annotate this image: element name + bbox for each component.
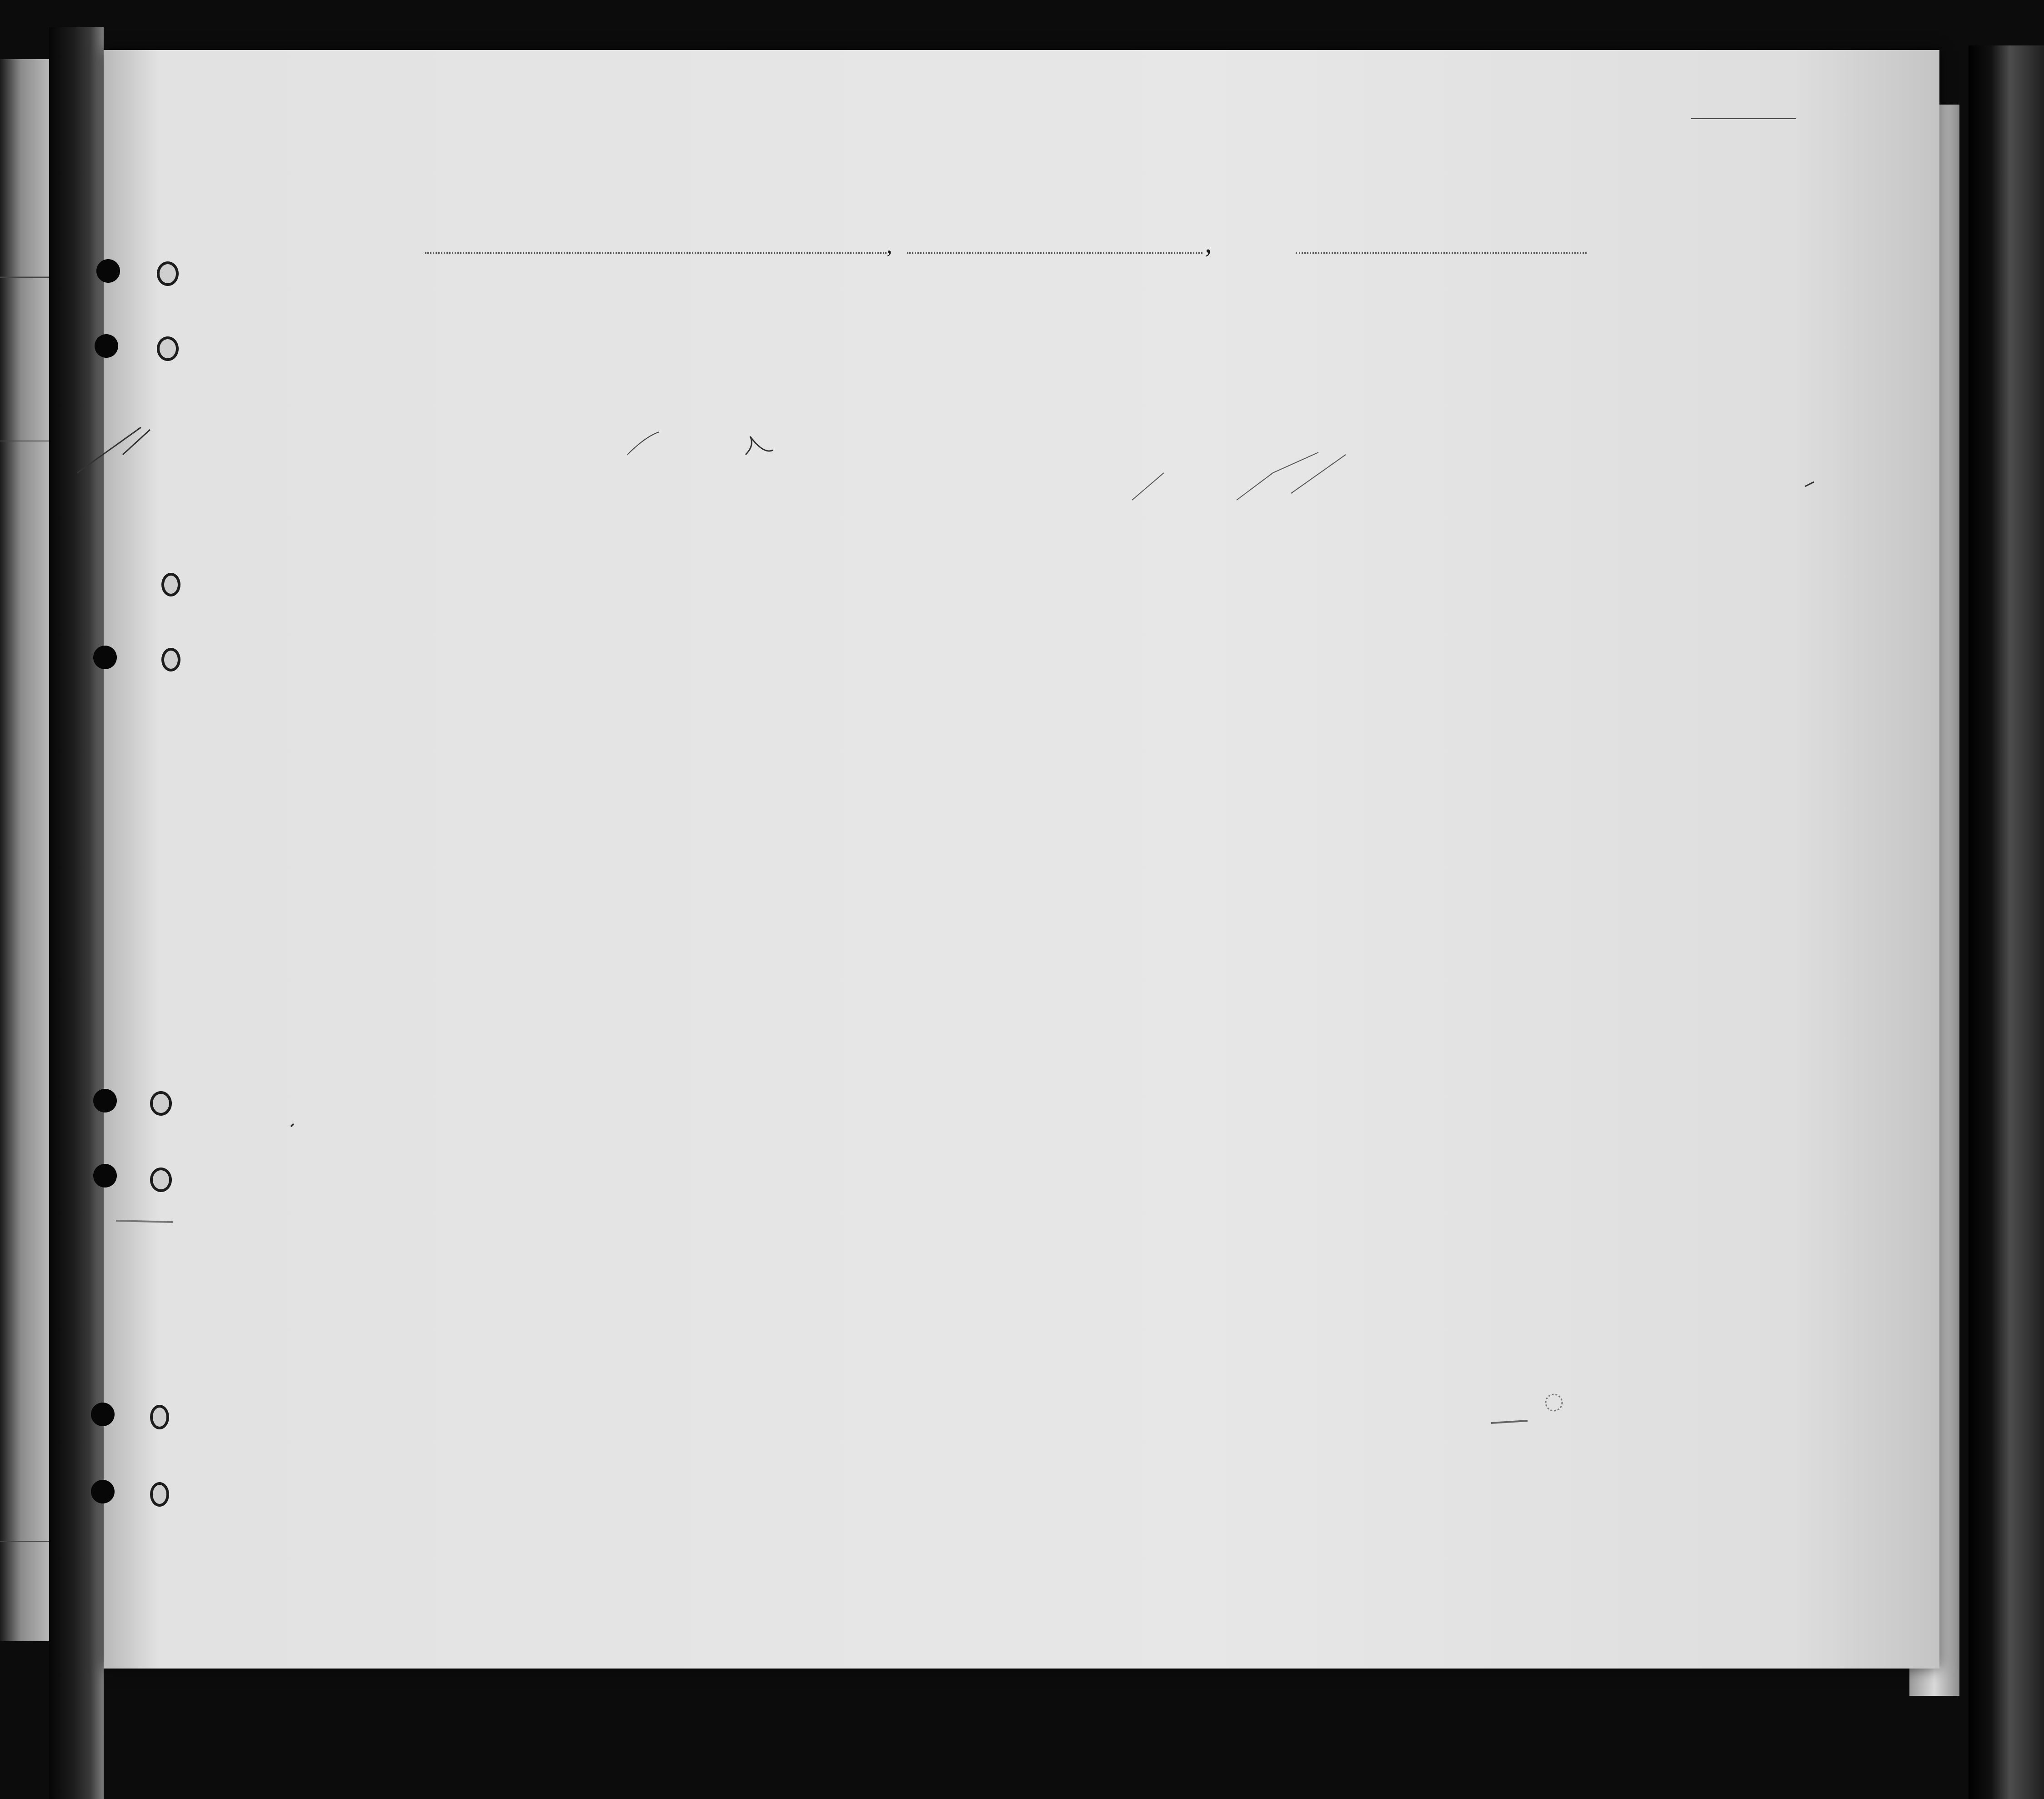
comma: , bbox=[887, 232, 892, 258]
year: , bbox=[1205, 228, 1219, 259]
